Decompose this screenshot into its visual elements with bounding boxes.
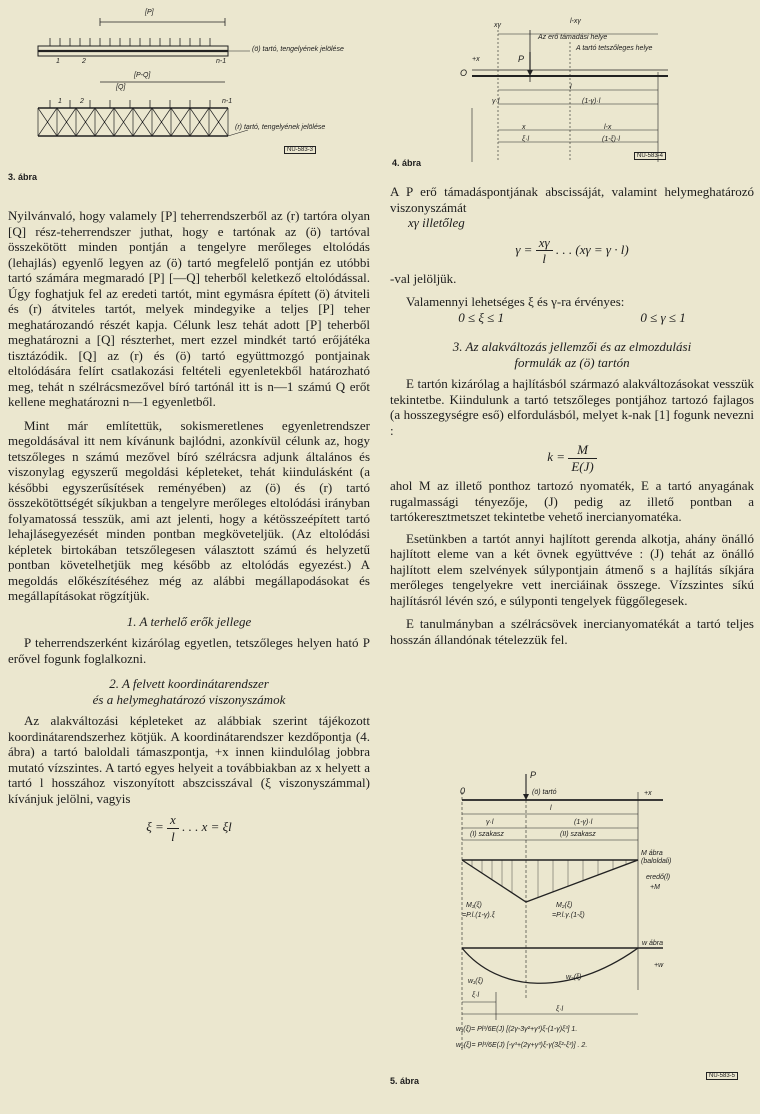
right-column [390,184,754,647]
range-xi: 0 ≤ ξ ≤ 1 [458,309,505,325]
fig5-label-plusx: +x [644,790,652,797]
fig5-label-M1: M₁(ξ) [466,902,482,909]
left-column [8,208,370,848]
fig5-stamp: NU-583-5 [706,1072,738,1080]
range-gamma: 0 ≤ γ ≤ 1 [640,309,686,325]
fig5-label-O: 0 [460,786,466,796]
fig3-stamp: NU-583-3 [284,146,316,154]
eq-k-den: E(J) [571,458,594,474]
fig3-bottom-dim: [P-Q] [134,72,151,79]
fig5-label-M2: M₂(ξ) [556,902,573,909]
fig4-label-1gl: (1-γ)·l [582,98,601,105]
right-paragraph-1: A P erő támadáspontjának abscissáját, valamint helymeghatározó viszonyszámát [390,184,754,215]
fig5-label-plusw: +w [654,962,664,969]
eq-xi-lhs: ξ = [146,818,164,834]
fig4-stamp: NU-583-4 [634,152,666,160]
eq-xi-rhs: . . . x = ξl [182,818,232,834]
fig4-label-P: P [518,54,525,64]
equation-gamma [390,235,754,267]
fig5-label-gl: γ·l [486,819,494,826]
eq-xi-den: l [171,828,175,844]
fig5-label-xil2: ξ·l [556,1006,564,1013]
figure-3 [30,8,350,158]
fig5-label-1gl: (1-γ)·l [574,819,593,826]
fig5-label-sz2: (II) szakasz [560,831,596,838]
fig5-formula-1: w₁(ξ)= Pl³/6E(J) [(2γ-3γ²+γ³)ξ-(1-γ)ξ³] 1. [456,1026,578,1033]
figure-4 [458,12,690,162]
fig5-label-l: l [550,805,552,812]
fig3-top-node-n1: n-1 [216,58,227,65]
fig4-label-1xil: (1-ξ)·l [602,136,620,143]
figure-5-drawing [448,770,684,1070]
fig5-label-sz1: (I) szakasz [470,831,504,838]
fig5-formula-2: w₂(ξ)= Pl³/6E(J) [-γ³+(2γ+γ³)ξ-γ(3ξ²-ξ³)] . 2. [456,1042,588,1049]
range-row [390,310,754,326]
fig4-label-O: O [460,68,468,78]
fig3-bottom-node-2: 2 [80,98,84,105]
fig5-label-M2f: =P.l.γ.(1-ξ) [552,912,585,919]
eq-gamma-den: l [542,251,546,266]
eq-k-lhs: k = [547,448,566,464]
fig3-top-dim: [P] [145,9,154,16]
fig4-label-x: x [522,124,526,131]
fig5-label-w1: w₁(ξ) [468,978,484,985]
figure-3-drawing [30,8,350,158]
fig3-caption: 3. ábra [8,172,38,182]
fig3-top-node-2: 2 [82,58,86,65]
fig5-label-eredo: eredő(l) [646,874,671,881]
right-paragraph-1c: -val jelöljük. [390,270,457,286]
eq-xi-fraction [167,812,179,844]
fig5-label-wabra: w ábra [642,940,664,947]
fig4-caption: 4. ábra [392,158,422,168]
fig5-label-tarto: (ö) tartó [532,789,557,796]
fig5-label-P: P [530,770,537,780]
eq-gamma-lhs: γ = [515,241,533,257]
left-paragraph-1: Nyilvánvaló, hogy valamely [P] teherrendszerből az (r) tartóra olyan [Q] rész-teherrendszer juthat, hogy e tartónak az (ö) tartóval összekötött minden pontján a tengelyre merőleges eltolódás (lehajlás) egyenlő legyen az (ö) tartó megfelelő pontján ez utóbbi tartó számára megmaradó [P] [—Q] teherből keletkező eltolódással. Úgy foghatjuk fel az eredeti tartót, mint egymásra épített (ö) átviteli és (r) átviteles tartót, melyek mindegyike a teljes [P] teher meghatározandó részét kapja. Célunk lesz tehát adott [P] teherből meghatározni a [Q] részterhet, mert ezzel mindkét tartó erőjátéka tisztázódik. [Q] az (r) és (ö) tartó együttmozgó pontjainak eltolódására felírt csatlakozási feltételi egyenletekből határozható meg, tehát n szélrácsmezővel bíró tartónál itt is n—1 számú Q erőt kellene meghatározni n—1 egyenletből. [8,208,370,409]
fig4-label-lminusx: l-x [604,124,612,131]
right-paragraph-2: Valamennyi lehetséges ξ és γ-ra érvényes: [406,294,625,309]
eq-gamma-fraction [536,235,553,267]
fig5-label-xil: ξ·l [472,992,480,999]
fig4-label-xg: xγ [494,22,501,29]
eq-k-fraction [568,442,596,474]
fig5-label-Mabra: M ábra (baloldali) [641,850,672,865]
fig4-label-xil: ξ·l [522,136,530,143]
right-paragraph-6: E tanulmányban a szélrácsövek inercianyomatékát a tartó teljes hosszán állandónak tételezzük fel. [390,616,754,647]
fig5-label-w2: w₂(ξ) [566,974,582,981]
fig4-label-l: l [570,84,572,91]
right-paragraph-1b: xγ illetőleg [408,215,465,230]
fig3-top-node-1: 1 [56,58,60,65]
fig4-label-gl: γ·l [492,98,500,105]
right-paragraph-3: E tartón kizárólag a hajlításból származó alakváltozásokat vesszük tekintetbe. Kiindulunk a tartó tetszőleges pontjához tartozó fajlagos (a hosszegységre eső) elfordulásból, melyet k-nak [1] fogunk nevezni : [390,376,754,438]
right-paragraph-4: ahol M az illető ponthoz tartozó nyomaték, E a tartó anyagának rugalmassági tényezője, (J) pedig az illető pontban a tartókeresztmetszet tekintetbe vehető inercianyomatéka. [390,478,754,524]
equation-k [390,442,754,474]
section-3-heading-line1: 3. Az alakváltozás jellemzői és az elmozdulási [452,339,692,354]
fig4-label-support: Az erő támadási helye [538,34,608,41]
fig5-label-plusM: +M [650,884,660,891]
section-1-heading: 1. A terhelő erők jellege [126,613,252,629]
left-paragraph-3: P teherrendszerként kizárólag egyetlen, tetszőleges helyen ható P erővel fogunk foglalkozni. [8,635,370,666]
fig4-label-point: A tartó tetszőleges helye [576,45,653,52]
eq-gamma-rhs: . . . (xγ = γ · l) [555,241,629,257]
eq-k-num: M [568,442,596,459]
fig3-bottom-label: (r) tartó, tengelyének jelölése [235,124,326,131]
fig3-bottom-dim2: [Q] [116,84,126,91]
fig4-label-lx: l-xγ [570,18,581,25]
section-2-heading-line2: és a helymeghatározó viszonyszámok [92,691,286,707]
fig3-bottom-node-1: 1 [58,98,62,105]
left-paragraph-2: Mint már említettük, sokismeretlenes egyenletrendszer megoldásával itt nem kívánunk bajlódni, azonkívül célunk az, hogy tetszőleges n számú mezővel bíró szélrácsra adjunk általános és viszonylag egyszerű megoldási képleteket, tehát kiindulásként (a későbbi egyszerűsítések reményében) az (ö) és (r) tartó összekötöttségét síkjukban a tengelyre merőleges eltolódási irányban folyamatossá tesszük, ami azt jelenti, hogy a kétösszeépített tartó lehajlásegyezését minden pontban megköveteljük. (Az eltolódási képletek birtokában tetszőlegesen választott számú és helyzetű pontban követelhetjük meg később az eltolódás egyezést.) A megoldás előkészítéséhez még az alábbi megállapodásokat és megállapításokat rögzítjük. [8,417,370,603]
section-2-heading-line1: 2. A felvett koordinátarendszer [109,676,269,691]
left-paragraph-4: Az alakváltozási képleteket az alábbiak szerint tájékozott koordinátarendszerhez kötjük. A koordinátarendszer kezdőpontja (4. ábra) a tartó baloldali támaszpontja, +x innen kiindulólag jobbra mutató vízszintes. A tartó egyes helyeit a továbbiakban az x helyett a tartó l hosszához viszonyított abszcisszával (ξ viszonyszámmal) kívánjuk jelölni, vagyis [8,713,370,806]
equation-xi [8,812,370,844]
section-3-heading-line2: formulák az (ö) tartón [514,354,630,370]
eq-xi-num: x [167,812,179,829]
fig5-caption: 5. ábra [390,1076,420,1086]
fig5-label-M1f: =P.l.(1-γ).ξ [462,912,495,919]
eq-gamma-num: xγ [536,235,553,252]
right-paragraph-5: Esetünkben a tartót annyi hajlított gerenda alkotja, ahány önálló hajlított eleme van a két övnek együttvéve : (J) tehát az önálló hajlított elem szelvények súlypontjain átmenő s a hajlítás síkjára merőleges tengelyekre vett inerciáinak összege. Vízszintes síkú hajlításról lévén szó, e súlyponti tengelyek függőlegesek. [390,530,754,608]
fig3-top-label: (ö) tartó, tengelyének jelölése [252,46,344,53]
fig4-label-plusx: +x [472,56,480,63]
fig3-bottom-node-n1: n-1 [222,98,233,105]
figure-5 [448,770,684,1070]
